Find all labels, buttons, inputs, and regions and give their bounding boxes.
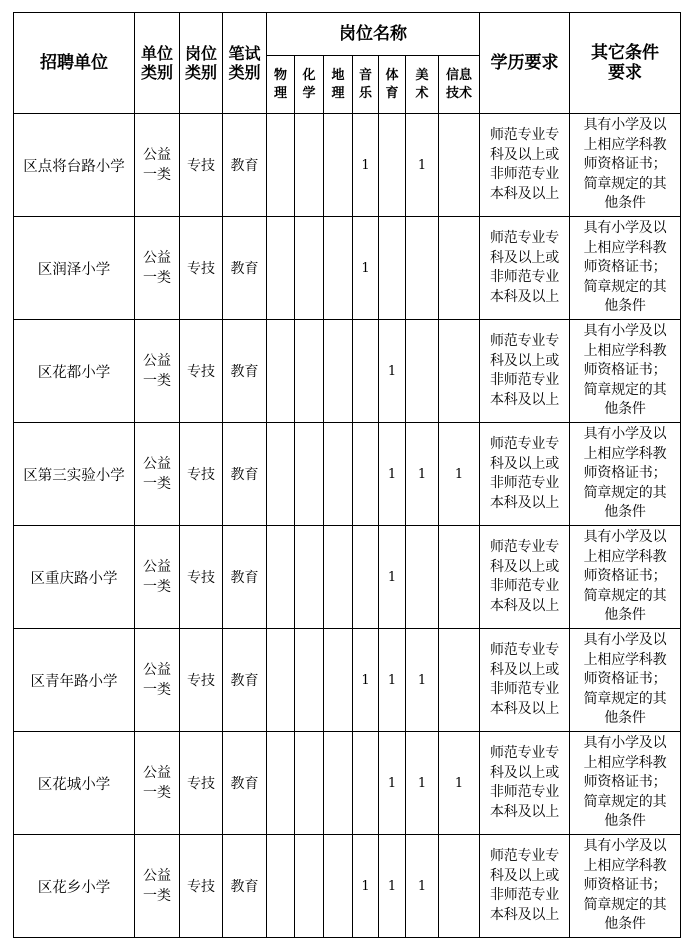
cell-count-pe — [379, 217, 406, 320]
subject-label: 物理 — [274, 67, 288, 101]
condition-line: 上相应学科教 — [583, 239, 667, 256]
cell-count-pe: 1 — [379, 423, 406, 526]
cell-post-type: 专技 — [180, 114, 223, 217]
cell-unit: 区第三实验小学 — [14, 423, 135, 526]
cell-exam-type: 教育 — [223, 526, 267, 629]
cell-count-physics — [267, 217, 295, 320]
cell-count-geography — [324, 732, 353, 835]
condition-line: 师资格证书； — [583, 774, 667, 791]
education-line: 非师范专业 — [490, 475, 559, 491]
cell-conditions — [570, 217, 681, 320]
header-other-line1: 其它条件 — [591, 43, 659, 63]
education-line: 科及以上或 — [490, 867, 559, 884]
education-line: 师范专业专 — [490, 848, 559, 864]
condition-line: 上相应学科教 — [583, 342, 667, 359]
cell-unit: 区重庆路小学 — [14, 526, 135, 629]
cell-exam-type: 教育 — [223, 629, 267, 732]
cell-count-music — [353, 526, 379, 629]
cell-unit-type-line2: 一类 — [143, 167, 171, 183]
condition-line: 师资格证书； — [583, 156, 667, 173]
cell-post-type: 专技 — [180, 526, 223, 629]
condition-line: 简章规定的其 — [583, 793, 667, 810]
education-line: 本科及以上 — [490, 597, 559, 614]
cell-education — [480, 629, 570, 732]
table-row — [14, 114, 681, 217]
cell-unit: 区花乡小学 — [14, 835, 135, 938]
table-row — [14, 320, 681, 423]
education-line: 师范专业专 — [490, 539, 559, 555]
cell-count-art: 1 — [406, 423, 439, 526]
cell-count-physics — [267, 423, 295, 526]
cell-post-type: 专技 — [180, 835, 223, 938]
education-line: 非师范专业 — [490, 887, 559, 903]
education-line: 本科及以上 — [490, 906, 559, 923]
education-line: 科及以上或 — [490, 661, 559, 678]
header-other-line2: 要求 — [608, 63, 642, 83]
cell-exam-type: 教育 — [223, 320, 267, 423]
cell-unit-type-line2: 一类 — [143, 373, 171, 389]
subject-label: 音乐 — [359, 67, 373, 101]
table-row — [14, 629, 681, 732]
cell-count-pe: 1 — [379, 629, 406, 732]
header-subject-art — [406, 56, 439, 114]
condition-line: 具有小学及以 — [583, 529, 667, 546]
cell-count-art — [406, 526, 439, 629]
cell-conditions — [570, 835, 681, 938]
cell-count-it: 1 — [439, 423, 480, 526]
condition-line: 师资格证书； — [583, 877, 667, 894]
cell-exam-type: 教育 — [223, 423, 267, 526]
header-subject-pe — [379, 56, 406, 114]
education-line: 非师范专业 — [490, 681, 559, 697]
cell-count-art — [406, 217, 439, 320]
cell-count-chemistry — [295, 835, 324, 938]
cell-count-pe: 1 — [379, 732, 406, 835]
cell-unit-type-line2: 一类 — [143, 888, 171, 904]
condition-line: 他条件 — [604, 401, 646, 418]
education-line: 非师范专业 — [490, 166, 559, 182]
condition-line: 简章规定的其 — [583, 484, 667, 501]
education-line: 本科及以上 — [490, 700, 559, 717]
header-post-type-line1: 岗位 — [184, 44, 217, 63]
cell-count-chemistry — [295, 114, 324, 217]
condition-line: 简章规定的其 — [583, 896, 667, 913]
condition-line: 师资格证书； — [583, 465, 667, 482]
education-line: 非师范专业 — [490, 269, 559, 285]
cell-post-type: 专技 — [180, 732, 223, 835]
cell-post-type: 专技 — [180, 320, 223, 423]
condition-line: 师资格证书； — [583, 362, 667, 379]
cell-count-physics — [267, 320, 295, 423]
education-line: 本科及以上 — [490, 391, 559, 408]
cell-post-type: 专技 — [180, 629, 223, 732]
cell-count-music — [353, 423, 379, 526]
cell-count-music: 1 — [353, 217, 379, 320]
cell-unit-type-line1: 公益 — [143, 662, 171, 678]
education-line: 师范专业专 — [490, 333, 559, 349]
cell-count-music: 1 — [353, 835, 379, 938]
education-line: 非师范专业 — [490, 578, 559, 594]
cell-conditions — [570, 629, 681, 732]
cell-count-it — [439, 320, 480, 423]
cell-count-physics — [267, 629, 295, 732]
cell-count-art — [406, 320, 439, 423]
cell-post-type: 专技 — [180, 217, 223, 320]
education-line: 非师范专业 — [490, 372, 559, 388]
cell-unit-type-line2: 一类 — [143, 476, 171, 492]
header-subject-geography — [324, 56, 353, 114]
condition-line: 简章规定的其 — [583, 175, 667, 192]
header-post-type — [180, 13, 223, 114]
cell-unit-type — [135, 629, 180, 732]
condition-line: 简章规定的其 — [583, 587, 667, 604]
education-line: 本科及以上 — [490, 494, 559, 511]
condition-line: 具有小学及以 — [583, 838, 667, 855]
condition-line: 上相应学科教 — [583, 651, 667, 668]
cell-count-it — [439, 114, 480, 217]
cell-conditions — [570, 526, 681, 629]
cell-count-it — [439, 217, 480, 320]
cell-count-chemistry — [295, 320, 324, 423]
condition-line: 具有小学及以 — [583, 426, 667, 443]
cell-count-music — [353, 732, 379, 835]
header-subject-physics — [267, 56, 295, 114]
cell-unit-type — [135, 526, 180, 629]
education-line: 师范专业专 — [490, 436, 559, 452]
education-line: 科及以上或 — [490, 558, 559, 575]
cell-education — [480, 114, 570, 217]
condition-line: 他条件 — [604, 813, 646, 830]
condition-line: 他条件 — [604, 916, 646, 933]
cell-count-it: 1 — [439, 732, 480, 835]
cell-unit-type-line1: 公益 — [143, 765, 171, 781]
cell-count-pe: 1 — [379, 835, 406, 938]
education-line: 科及以上或 — [490, 764, 559, 781]
cell-count-geography — [324, 423, 353, 526]
subject-label: 信息技术 — [446, 67, 473, 101]
condition-line: 具有小学及以 — [583, 632, 667, 649]
cell-conditions — [570, 423, 681, 526]
subject-label: 化学 — [302, 67, 316, 101]
cell-unit: 区花都小学 — [14, 320, 135, 423]
cell-education — [480, 320, 570, 423]
condition-line: 上相应学科教 — [583, 754, 667, 771]
cell-education — [480, 217, 570, 320]
table-row — [14, 423, 681, 526]
cell-unit-type-line2: 一类 — [143, 785, 171, 801]
education-line: 师范专业专 — [490, 642, 559, 658]
cell-unit-type-line1: 公益 — [143, 456, 171, 472]
condition-line: 简章规定的其 — [583, 381, 667, 398]
cell-count-pe: 1 — [379, 526, 406, 629]
condition-line: 他条件 — [604, 504, 646, 521]
cell-unit: 区花城小学 — [14, 732, 135, 835]
education-line: 师范专业专 — [490, 230, 559, 246]
cell-unit-type — [135, 835, 180, 938]
header-post-type-line2: 类别 — [184, 63, 217, 82]
table-row — [14, 732, 681, 835]
header-subject-it — [439, 56, 480, 114]
table-row — [14, 835, 681, 938]
education-line: 本科及以上 — [490, 185, 559, 202]
header-unit-type-line1: 单位 — [140, 44, 173, 63]
condition-line: 他条件 — [604, 607, 646, 624]
condition-line: 师资格证书； — [583, 259, 667, 276]
subject-label: 体育 — [385, 67, 399, 101]
cell-count-geography — [324, 835, 353, 938]
cell-count-it — [439, 526, 480, 629]
education-line: 本科及以上 — [490, 288, 559, 305]
cell-count-physics — [267, 526, 295, 629]
cell-count-pe — [379, 114, 406, 217]
cell-count-pe: 1 — [379, 320, 406, 423]
header-unit-type — [135, 13, 180, 114]
cell-unit: 区点将台路小学 — [14, 114, 135, 217]
cell-count-it — [439, 629, 480, 732]
condition-line: 简章规定的其 — [583, 278, 667, 295]
header-unit-type-line2: 类别 — [140, 63, 173, 82]
cell-count-art: 1 — [406, 732, 439, 835]
header-unit: 招聘单位 — [14, 13, 135, 114]
cell-count-it — [439, 835, 480, 938]
cell-unit-type — [135, 217, 180, 320]
cell-unit-type-line1: 公益 — [143, 868, 171, 884]
cell-unit-type-line1: 公益 — [143, 147, 171, 163]
cell-conditions — [570, 114, 681, 217]
cell-count-music: 1 — [353, 114, 379, 217]
cell-unit-type — [135, 320, 180, 423]
education-line: 科及以上或 — [490, 146, 559, 163]
cell-count-geography — [324, 217, 353, 320]
condition-line: 简章规定的其 — [583, 690, 667, 707]
cell-count-geography — [324, 320, 353, 423]
condition-line: 上相应学科教 — [583, 857, 667, 874]
cell-post-type: 专技 — [180, 423, 223, 526]
cell-count-chemistry — [295, 217, 324, 320]
cell-count-physics — [267, 835, 295, 938]
condition-line: 他条件 — [604, 195, 646, 212]
cell-unit-type — [135, 423, 180, 526]
education-line: 科及以上或 — [490, 455, 559, 472]
condition-line: 师资格证书； — [583, 671, 667, 688]
header-post-name: 岗位名称 — [267, 13, 480, 56]
cell-unit-type-line1: 公益 — [143, 250, 171, 266]
recruitment-table — [13, 12, 681, 938]
subject-label: 美术 — [415, 67, 429, 101]
condition-line: 具有小学及以 — [583, 323, 667, 340]
cell-count-chemistry — [295, 629, 324, 732]
header-subject-music — [353, 56, 379, 114]
education-line: 科及以上或 — [490, 352, 559, 369]
table-row — [14, 217, 681, 320]
table-row — [14, 526, 681, 629]
education-line: 非师范专业 — [490, 784, 559, 800]
cell-count-physics — [267, 114, 295, 217]
cell-exam-type: 教育 — [223, 114, 267, 217]
condition-line: 具有小学及以 — [583, 735, 667, 752]
header-subject-chemistry — [295, 56, 324, 114]
cell-count-physics — [267, 732, 295, 835]
cell-count-geography — [324, 114, 353, 217]
cell-count-music: 1 — [353, 629, 379, 732]
cell-count-music — [353, 320, 379, 423]
education-line: 科及以上或 — [490, 249, 559, 266]
cell-unit-type-line1: 公益 — [143, 559, 171, 575]
cell-education — [480, 423, 570, 526]
cell-count-geography — [324, 526, 353, 629]
subject-label: 地理 — [331, 67, 345, 101]
cell-education — [480, 835, 570, 938]
cell-count-art: 1 — [406, 629, 439, 732]
cell-education — [480, 526, 570, 629]
cell-conditions — [570, 320, 681, 423]
cell-unit-type-line2: 一类 — [143, 270, 171, 286]
cell-unit: 区润泽小学 — [14, 217, 135, 320]
cell-exam-type: 教育 — [223, 732, 267, 835]
cell-count-chemistry — [295, 732, 324, 835]
header-exam-type — [223, 13, 267, 114]
education-line: 师范专业专 — [490, 127, 559, 143]
condition-line: 具有小学及以 — [583, 220, 667, 237]
cell-unit: 区青年路小学 — [14, 629, 135, 732]
cell-count-art: 1 — [406, 835, 439, 938]
cell-unit-type-line2: 一类 — [143, 682, 171, 698]
header-exam-type-line2: 类别 — [228, 63, 261, 82]
cell-count-chemistry — [295, 423, 324, 526]
education-line: 师范专业专 — [490, 745, 559, 761]
cell-unit-type-line2: 一类 — [143, 579, 171, 595]
cell-exam-type: 教育 — [223, 835, 267, 938]
cell-conditions — [570, 732, 681, 835]
condition-line: 他条件 — [604, 298, 646, 315]
education-line: 本科及以上 — [490, 803, 559, 820]
cell-count-geography — [324, 629, 353, 732]
cell-exam-type: 教育 — [223, 217, 267, 320]
condition-line: 他条件 — [604, 710, 646, 727]
cell-count-chemistry — [295, 526, 324, 629]
header-exam-type-line1: 笔试 — [228, 44, 261, 63]
cell-unit-type — [135, 114, 180, 217]
cell-unit-type-line1: 公益 — [143, 353, 171, 369]
condition-line: 师资格证书； — [583, 568, 667, 585]
condition-line: 上相应学科教 — [583, 136, 667, 153]
condition-line: 具有小学及以 — [583, 117, 667, 134]
condition-line: 上相应学科教 — [583, 445, 667, 462]
header-education: 学历要求 — [480, 13, 570, 114]
condition-line: 上相应学科教 — [583, 548, 667, 565]
cell-count-art: 1 — [406, 114, 439, 217]
cell-education — [480, 732, 570, 835]
cell-unit-type — [135, 732, 180, 835]
header-other-conditions — [570, 13, 681, 114]
